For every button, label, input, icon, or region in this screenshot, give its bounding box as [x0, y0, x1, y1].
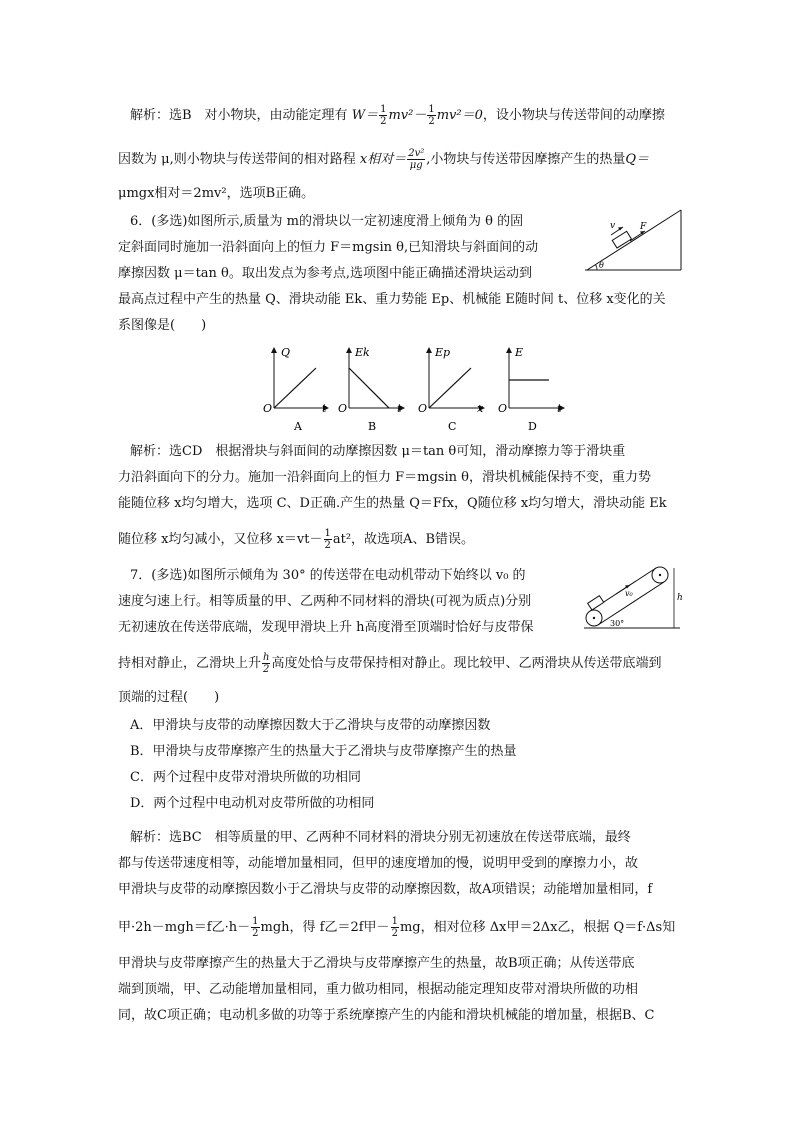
graph-B: [338, 346, 404, 433]
incline-diagram: [583, 208, 683, 278]
fraction-half: $\frac{1}{2}$: [391, 916, 398, 939]
graph-D-ylabel: E: [515, 346, 524, 359]
graph-D-caption: D: [528, 420, 537, 433]
math-mv2: mv²－: [388, 108, 427, 123]
sol5-line3: μmgx相对＝2mv²，选项B正确。: [118, 186, 315, 201]
sol6-text-b: at²，故选项A、B错误。: [332, 532, 475, 547]
fraction-h-half: $\frac{h}{2}$: [263, 652, 270, 675]
answer-graphs: [256, 340, 596, 438]
math-x-rel: x相对＝: [359, 152, 407, 167]
graph-C: [418, 346, 484, 433]
sol7-line2: 都与传送带速度相等，动能增加量相同，但甲的速度增加的慢，说明甲受到的摩擦力小，故: [118, 856, 639, 871]
q6-line5: 系图像是( ): [118, 318, 207, 333]
math-Q: Q＝: [625, 152, 650, 167]
q7-option-D: D．两个过程中电动机对皮带所做的功相同: [130, 796, 375, 811]
sol7-line5: 甲滑块与皮带摩擦产生的热量大于乙滑块与皮带摩擦产生的热量，故B项正确；从传送带底: [118, 956, 635, 971]
graph-B-xlabel: t: [397, 402, 402, 415]
graph-D-xlabel: t: [557, 402, 562, 415]
height-label: h: [677, 593, 683, 603]
fraction-2v2-mug: $\frac{\text{2v²}}{\mu g}$: [408, 148, 425, 171]
q6-line4: 最高点过程中产生的热量 Q、滑块动能 Ek、重力势能 Ep、机械能 E随时间 t、位移 x变化的关: [118, 292, 666, 307]
graph-C-origin: O: [418, 402, 428, 415]
fraction-half: $\frac{1}{2}$: [380, 104, 387, 127]
graph-C-caption: C: [448, 420, 457, 433]
sol7-text-b: mgh，得 f乙＝2f甲－: [260, 920, 390, 935]
q6-line3: 摩擦因数 μ＝tan θ。取出发点为参考点,选项图中能正确描述滑块运动到: [118, 266, 533, 281]
sol5-text-b: ，设小物块与传送带间的动摩擦: [482, 108, 665, 123]
q7-line5: 顶端的过程( ): [118, 690, 220, 705]
sol5-line1: [130, 104, 690, 127]
q7-line4: [118, 652, 678, 675]
sol6-line1: 解析：选CD 根据滑块与斜面间的动摩擦因数 μ＝tan θ可知，滑动摩擦力等于滑块重: [130, 444, 626, 459]
sol6-line2: 力沿斜面向下的分力。施加一沿斜面向上的恒力 F＝mgsin θ，滑块机械能保持不变，重力势: [118, 470, 651, 485]
fraction-half: $\frac{1}{2}$: [324, 528, 331, 551]
graph-D-origin: O: [498, 402, 508, 415]
q7-option-A: A．甲滑块与皮带的动摩擦因数大于乙滑块与皮带的动摩擦因数: [130, 718, 491, 733]
graph-D: [498, 346, 564, 433]
sol6-text-a: 随位移 x均匀减小，又位移 x＝vt－: [118, 532, 323, 547]
q7-line2: 速度匀速上行。相等质量的甲、乙两种不同材料的滑块(可视为质点)分别: [118, 594, 532, 609]
fraction-half: $\frac{1}{2}$: [252, 916, 259, 939]
q6-line2: 定斜面同时施加一沿斜面向上的恒力 F＝mgsin θ,已知滑块与斜面间的动: [118, 240, 539, 255]
velocity-label: v: [610, 221, 616, 231]
sol5-text-a: 解析：选B 对小物块，由动能定理有: [130, 108, 348, 123]
sol7-line7: 同，故C项正确；电动机多做的功等于系统摩擦产生的内能和滑块机械能的增加量，根据B、C: [118, 1008, 655, 1023]
math-W: W＝: [351, 108, 379, 123]
graph-A-line: [274, 368, 316, 408]
sol5-text-c: 因数为 μ,则小物块与传送带间的相对路程: [118, 152, 356, 167]
sol7-line4: [118, 916, 678, 939]
sol7-line3: 甲滑块与皮带的动摩擦因数小于乙滑块与皮带的动摩擦因数，故A项错误；动能增加量相同，f: [118, 882, 653, 897]
q7-line3: 无初速放在传送带底端，发现甲滑块上升 h高度滑至顶端时恰好与皮带保: [118, 620, 534, 635]
angle-arc: [596, 265, 598, 271]
conveyor-diagram: [580, 558, 690, 634]
graph-A-origin: O: [263, 402, 273, 415]
q7-text-a: 持相对静止，乙滑块上升: [118, 656, 262, 671]
graph-C-xlabel: x: [477, 402, 484, 415]
sol7-line1: 解析：选BC 相等质量的甲、乙两种不同材料的滑块分别无初速放在传送带底端，最终: [130, 830, 631, 845]
graph-A-caption: A: [294, 420, 302, 433]
sol6-line3: 能随位移 x均匀增大，选项 C、D正确.产生的热量 Q＝Ffx，Q随位移 x均匀增大，滑块动能 Ek: [118, 496, 667, 511]
graph-B-caption: B: [368, 420, 377, 433]
slider-block: [612, 231, 631, 248]
q7-option-C: C．两个过程中皮带对滑块所做的功相同: [130, 770, 361, 785]
angle-label: 30°: [610, 619, 625, 628]
sol5-text-d: ,小物块与传送带因摩擦产生的热量: [426, 152, 626, 167]
graph-A-xlabel: t: [322, 402, 327, 415]
sol7-line6: 端到顶端，甲、乙动能增加量相同，重力做功相同，根据动能定理知皮带对滑块所做的功相: [118, 982, 639, 997]
q7-line1: 7．(多选)如图所示倾角为 30° 的传送带在电动机带动下始终以 v₀ 的: [130, 568, 526, 583]
math-mv2-zero: mv²＝0: [436, 108, 483, 123]
graph-A: [263, 346, 328, 433]
fraction-half: $\frac{1}{2}$: [428, 104, 435, 127]
force-label: F: [640, 222, 647, 232]
graph-B-ylabel: Ek: [355, 346, 370, 359]
q7-option-B: B．甲滑块与皮带摩擦产生的热量大于乙滑块与皮带摩擦产生的热量: [130, 744, 517, 759]
q6-line1: 6．(多选)如图所示,质量为 m的滑块以一定初速度滑上倾角为 θ 的固: [130, 214, 524, 229]
belt-block: [588, 596, 604, 610]
graph-C-ylabel: Ep: [435, 346, 451, 359]
v0-label: v₀: [625, 589, 633, 598]
sol7-text-c: mg，相对位移 Δx甲＝2Δx乙，根据 Q＝f·Δs知: [399, 920, 676, 935]
q7-text-b: 高度处恰与皮带保持相对静止。现比较甲、乙两滑块从传送带底端到: [271, 656, 662, 671]
graph-C-line: [429, 368, 471, 408]
graph-A-ylabel: Q: [281, 346, 291, 359]
graph-B-line: [349, 368, 389, 408]
theta-label: θ: [599, 261, 604, 270]
sol5-line2: [118, 148, 678, 171]
sol7-text-a: 甲·2h－mgh＝f乙·h－: [118, 920, 251, 935]
sol6-line4: [118, 528, 678, 551]
graph-B-origin: O: [338, 402, 348, 415]
